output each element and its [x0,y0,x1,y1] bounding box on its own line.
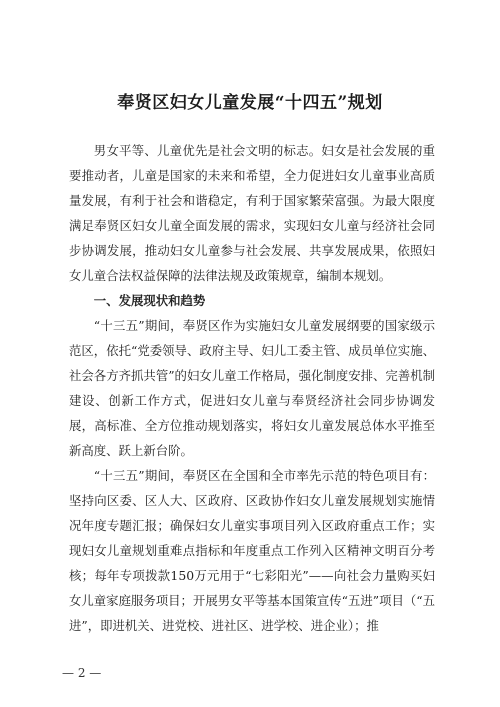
section-heading: 一、发展现状和趋势 [93,293,206,308]
page-number: — 2 — [62,666,102,680]
document-body [69,138,435,638]
body-paragraph: “十三五”期间，奉贤区在全国和全市率先示范的特色项目有：坚持向区委、区人大、区政府、区政协作妇女儿童发展规划实施情况年度专题汇报；确保妇女儿童实事项目列入区政府重点工作；实现妇女儿童规划重难点指标和年度重点工作列入区精神文明百分考核；每年专项拨款150万元用于“七彩阳光”——向社会力量购买妇女儿童家庭服务项目；开展男女平等基本国策宣传“五进”项目（“五进”，即进机关、进党校、进社区、进学校、进企业）；推 [69,468,435,633]
document-title: 奉贤区妇女儿童发展“十四五”规划 [117,93,383,113]
body-paragraph: “十三五”期间，奉贤区作为实施妇女儿童发展纲要的国家级示范区，依托“党委领导、政府主导、妇儿工委主管、成员单位实施、社会各方齐抓共管”的妇女儿童工作格局，强化制度安排、完善机制建设、创新工作方式，促进妇女儿童与奉贤经济社会同步协调发展，高标准、全方位推动规划落实，将妇女儿童发展总体水平推至新高度、跃上新台阶。 [69,318,435,458]
intro-paragraph: 男女平等、儿童优先是社会文明的标志。妇女是社会发展的重要推动者，儿童是国家的未来和希望，全力促进妇女儿童事业高质量发展，有利于社会和谐稳定，有利于国家繁荣富强。为最大限度满足奉贤区妇女儿童全面发展的需求，实现妇女儿童与经济社会同步协调发展，推动妇女儿童参与社会发展、共享发展成果，依照妇女儿童合法权益保障的法律法规及政策规章，编制本规划。 [69,143,435,283]
